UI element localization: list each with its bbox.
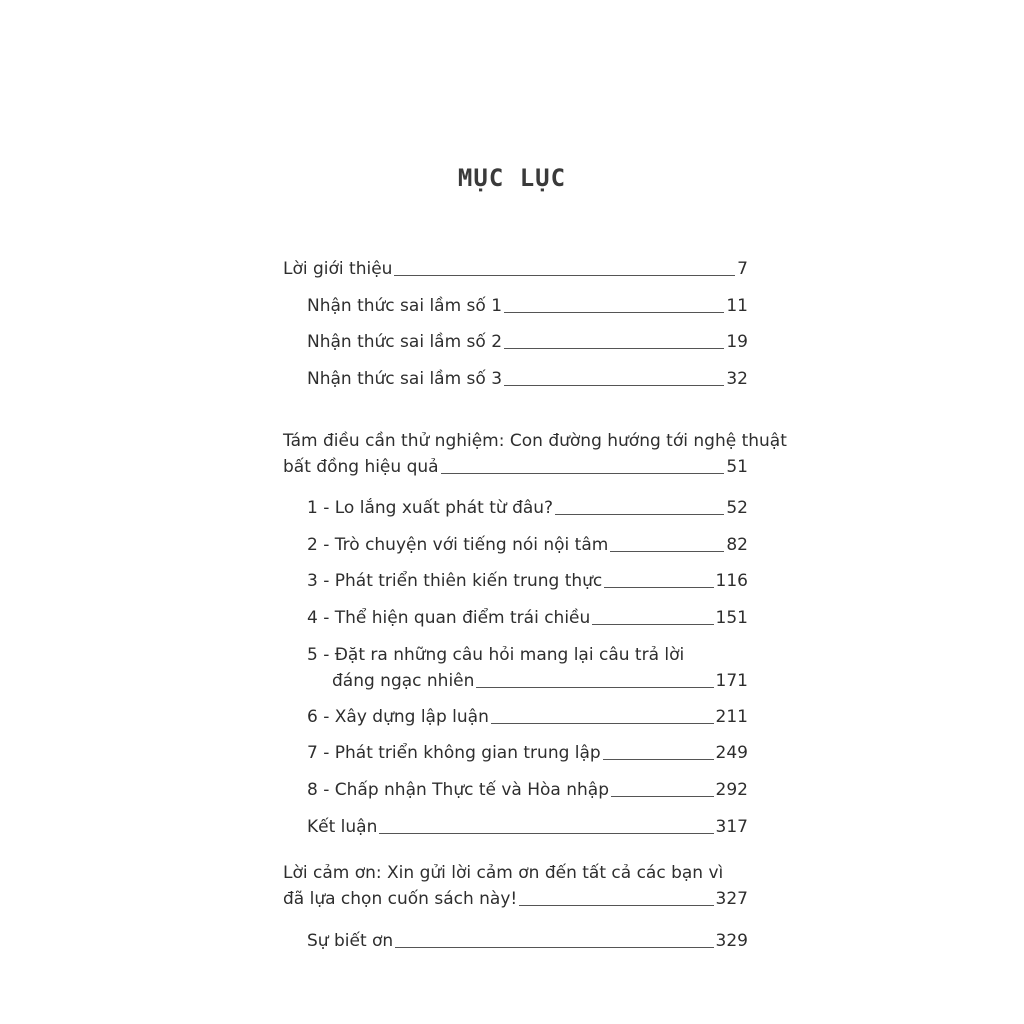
toc-page-number: 292 [715, 780, 748, 800]
toc-entry-title-line: Lời cảm ơn: Xin gửi lời cảm ơn đến tất cả các bạn vì [283, 863, 724, 883]
toc-page-number: 327 [715, 889, 748, 909]
toc-entry [307, 642, 748, 694]
toc-entry-title: 8 - Chấp nhận Thực tế và Hòa nhập [307, 780, 610, 800]
toc-entry [307, 928, 748, 954]
toc-page-number: 32 [726, 369, 748, 389]
toc-entry-title-line: 5 - Đặt ra những câu hỏi mang lại câu trả lời [307, 645, 685, 665]
toc-entry [307, 568, 748, 594]
dotted-leader [519, 905, 713, 906]
toc-entry [307, 293, 748, 319]
toc-entry-title-line: Tám điều cần thử nghiệm: Con đường hướng tới nghệ thuật [283, 431, 787, 451]
page-title: MỤC LỤC [457, 164, 567, 192]
dotted-leader [555, 514, 724, 515]
toc-page-number: 7 [737, 259, 748, 279]
dotted-leader [491, 723, 714, 724]
dotted-leader [592, 624, 713, 625]
toc-page-number: 19 [726, 332, 748, 352]
toc-page-number: 211 [715, 707, 748, 727]
toc-page-number: 52 [726, 498, 748, 518]
dotted-leader [603, 759, 714, 760]
dotted-leader [441, 473, 725, 474]
dotted-leader [379, 833, 713, 834]
toc-entry [307, 814, 748, 840]
toc-entry [307, 740, 748, 766]
toc-page-number: 151 [715, 608, 748, 628]
toc-page-number: 171 [715, 671, 748, 691]
dotted-leader [476, 687, 713, 688]
toc-page-number: 11 [726, 296, 748, 316]
toc-entry-title: bất đồng hiệu quả [283, 457, 439, 477]
toc-entry [307, 495, 748, 521]
dotted-leader [604, 587, 713, 588]
toc-entry [307, 366, 748, 392]
toc-entry-title: Nhận thức sai lầm số 3 [307, 369, 503, 389]
toc-entry-title: 4 - Thể hiện quan điểm trái chiều [307, 608, 591, 628]
toc-entry-title: 7 - Phát triển không gian trung lập [307, 743, 601, 763]
toc-entry-title: 2 - Trò chuyện với tiếng nói nội tâm [307, 535, 609, 555]
dotted-leader [504, 312, 724, 313]
dotted-leader [395, 947, 713, 948]
toc-entry [283, 860, 748, 912]
toc-entry-title: Sự biết ơn [307, 931, 394, 951]
toc-entry-title: Kết luận [307, 817, 378, 837]
dotted-leader [610, 551, 724, 552]
dotted-leader [611, 796, 714, 797]
toc-page-number: 51 [726, 457, 748, 477]
dotted-leader [504, 348, 724, 349]
toc-entry [283, 428, 787, 480]
toc-entry [307, 605, 748, 631]
toc-page-number: 317 [715, 817, 748, 837]
dotted-leader [504, 385, 724, 386]
toc-entry [307, 532, 748, 558]
toc-entry [307, 704, 748, 730]
toc-entry [283, 256, 748, 282]
toc-entry-title: đáng ngạc nhiên [332, 671, 475, 691]
toc-page-number: 249 [715, 743, 748, 763]
toc-page-number: 82 [726, 535, 748, 555]
toc-entry-title: 1 - Lo lắng xuất phát từ đâu? [307, 498, 554, 518]
toc-entry-title: đã lựa chọn cuốn sách này! [283, 889, 518, 909]
toc-entry-title: 3 - Phát triển thiên kiến trung thực [307, 571, 603, 591]
dotted-leader [394, 275, 735, 276]
toc-entry-title: Lời giới thiệu [283, 259, 393, 279]
toc-entry-title: Nhận thức sai lầm số 2 [307, 332, 503, 352]
toc-entry-title: Nhận thức sai lầm số 1 [307, 296, 503, 316]
toc-entry [307, 777, 748, 803]
toc-page-number: 329 [715, 931, 748, 951]
toc-page-number: 116 [715, 571, 748, 591]
toc-entry [307, 329, 748, 355]
toc-entry-title: 6 - Xây dựng lập luận [307, 707, 489, 727]
